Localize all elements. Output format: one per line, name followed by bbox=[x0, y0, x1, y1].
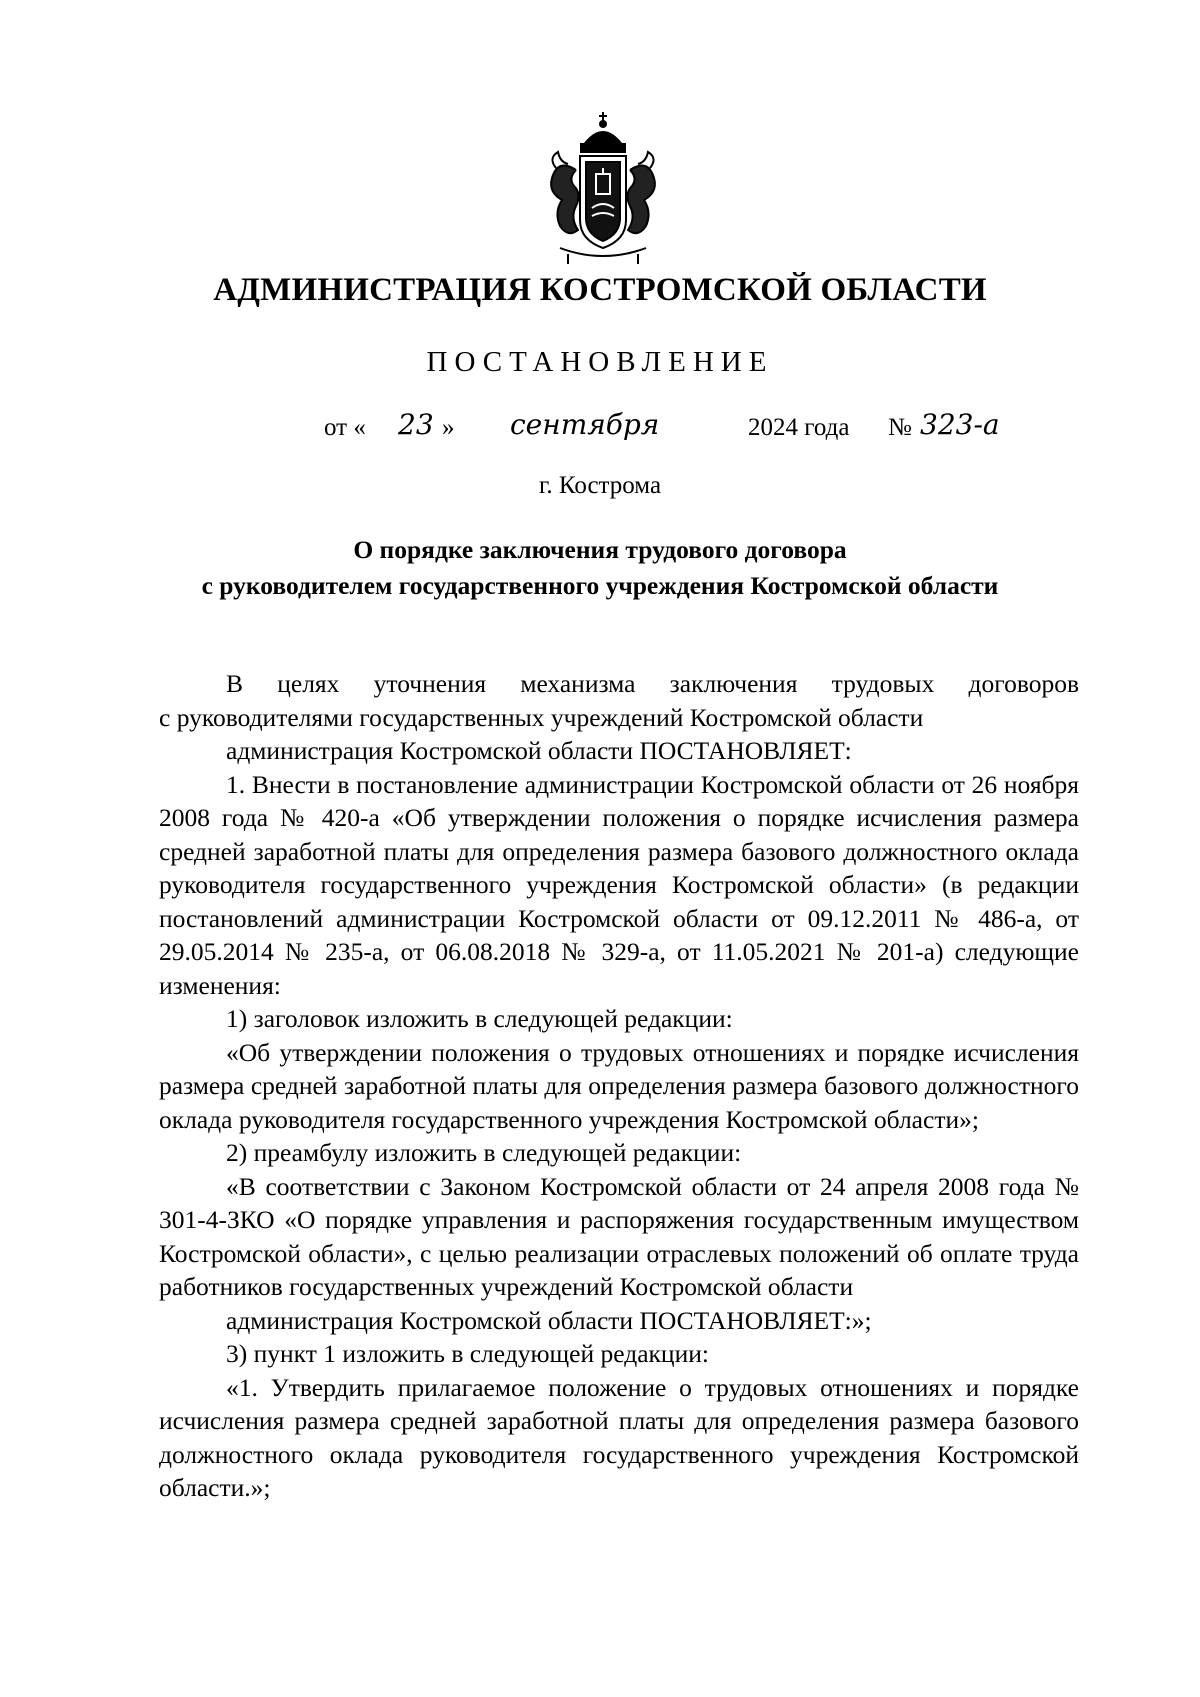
date-day-handwritten: 23 bbox=[398, 408, 434, 441]
city: г. Кострома bbox=[538, 472, 662, 499]
document-number-handwritten: 323-а bbox=[920, 408, 1000, 441]
paragraph-preamble-cont: с руководителями государственных учреждений Костромской области bbox=[159, 702, 924, 732]
paragraph-resolves: администрация Костромской области ПОСТАНОВЛЯЕТ: bbox=[226, 736, 852, 765]
title-line-2: с руководителем государственного учреждения Костромской области bbox=[201, 571, 999, 600]
date-day-close: » bbox=[442, 414, 455, 441]
document-title bbox=[0, 532, 1200, 604]
paragraph-subitem-3: 3) пункт 1 изложить в следующей редакции: bbox=[226, 1339, 709, 1368]
paragraph-subitem-2: 2) преамбулу изложить в следующей редакции: bbox=[226, 1138, 742, 1167]
paragraph-item-1: 1. Внести в постановление администрации Костромской области от 26 ноября 2008 года № 420-а «Об утверждении положения о порядке исчисления размера средней заработной платы для определения размера базового должностного оклада руководителя государственного учреждения Костромской области» (в редакции постановлений администрации Костромской области от 09.12.2011 № 486-а, от 29.05.2014 № 235-а, от 06.08.2018 № 329-а, от 11.05.2021 № 201-а) следующие изменения: bbox=[159, 769, 1079, 1000]
document-type: ПОСТАНОВЛЕНИЕ bbox=[426, 346, 774, 378]
paragraph-new-title: «Об утверждении положения о трудовых отношениях и порядке исчисления размера средней заработной платы для определения размера базового должностного оклада руководителя государственного учреждения Костромской области»; bbox=[159, 1037, 1079, 1134]
date-year: 2024 года bbox=[748, 414, 850, 441]
paragraph-subitem-1: 1) заголовок изложить в следующей редакции: bbox=[226, 1004, 733, 1033]
date-number-line bbox=[0, 408, 1200, 448]
title-line-1: О порядке заключения трудового договора bbox=[353, 535, 847, 564]
document-body bbox=[159, 667, 1079, 1505]
paragraph-new-item-1: «1. Утвердить прилагаемое положение о трудовых отношениях и порядке исчисления размера средней заработной платы для определения размера базового должностного оклада руководителя государственного учреждения Костромской области.»; bbox=[159, 1372, 1079, 1502]
paragraph-new-preamble: «В соответствии с Законом Костромской области от 24 апреля 2008 года № 301-4-ЗКО «О порядке управления и распоряжения государственным имуществом Костромской области», с целью реализации отраслевых положений об оплате труда работников государственных учреждений Костромской области bbox=[159, 1171, 1079, 1301]
date-month-handwritten: сентября bbox=[510, 408, 660, 441]
coat-of-arms-emblem bbox=[538, 108, 668, 268]
date-prefix: от « bbox=[324, 414, 366, 441]
agency-name: АДМИНИСТРАЦИЯ КОСТРОМСКОЙ ОБЛАСТИ bbox=[213, 272, 987, 308]
paragraph-preamble: В целях уточнения механизма заключения трудовых договоров bbox=[226, 669, 1079, 698]
number-sign: № bbox=[888, 414, 912, 441]
paragraph-new-resolves: администрация Костромской области ПОСТАНОВЛЯЕТ:»; bbox=[226, 1305, 872, 1335]
